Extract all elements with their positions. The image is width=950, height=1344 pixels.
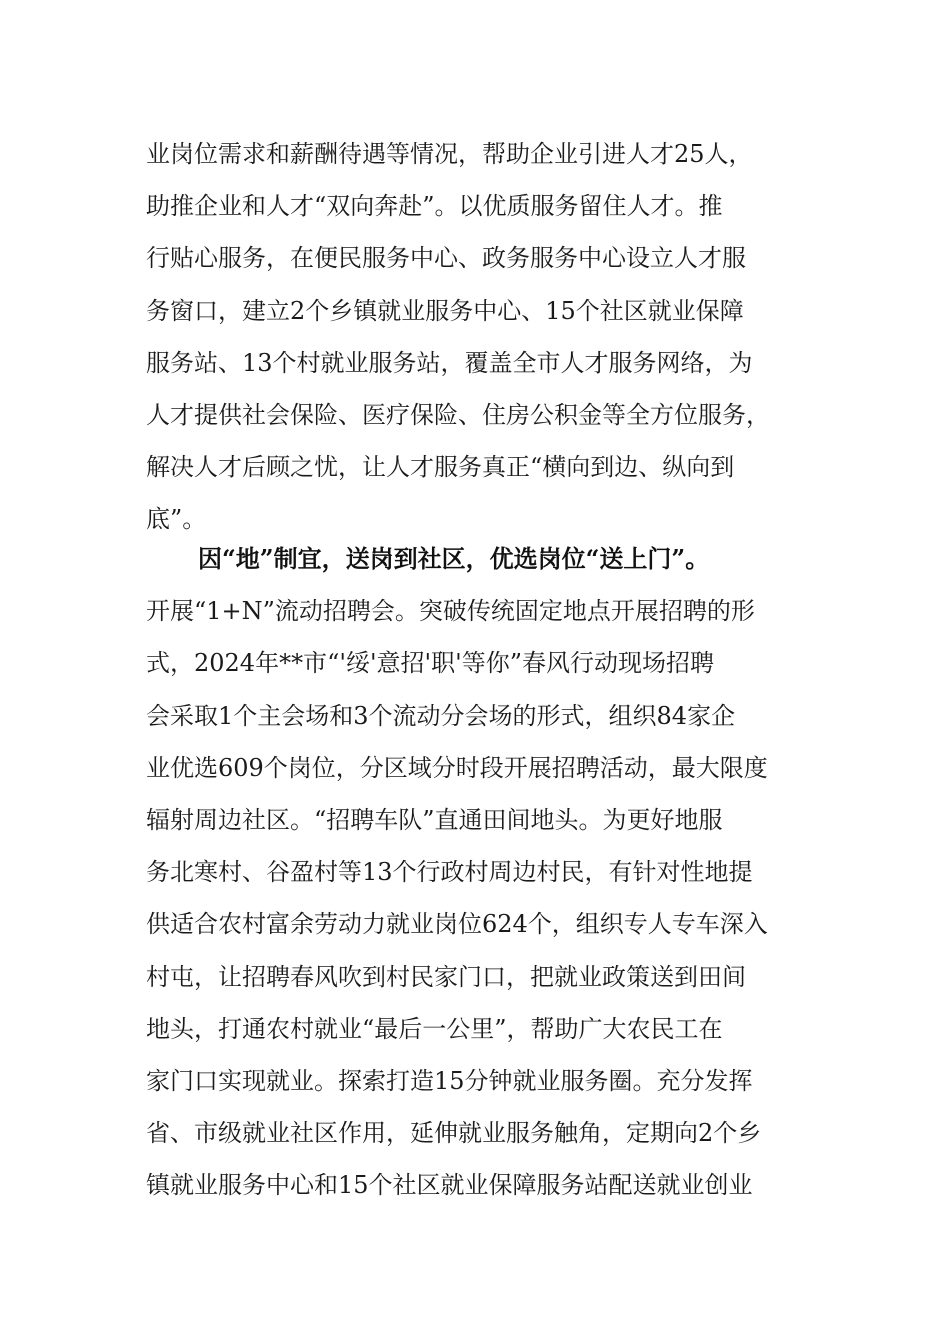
text-line: 式，2024年**市“'绥'意招'职'等你”春风行动现场招聘 <box>146 649 715 678</box>
text-line: 助推企业和人才“双向奔赴”。以优质服务留住人才。推 <box>146 192 723 221</box>
text-line: 供适合农村富余劳动力就业岗位624个，组织专人专车深入 <box>146 910 768 939</box>
text-line: 底”。 <box>146 505 207 534</box>
text-line: 开展“1+N”流动招聘会。突破传统固定地点开展招聘的形 <box>146 597 755 626</box>
text-line: 行贴心服务，在便民服务中心、政务服务中心设立人才服 <box>146 244 746 273</box>
text-line: 服务站、13个村就业服务站，覆盖全市人才服务网络，为 <box>146 348 753 377</box>
text-line: 省、市级就业社区作用，延伸就业服务触角，定期向2个乡 <box>146 1119 762 1148</box>
text-line: 镇就业服务中心和15个社区就业保障服务站配送就业创业 <box>146 1171 753 1200</box>
text-line: 务窗口，建立2个乡镇就业服务中心、15个社区就业保障 <box>146 296 744 325</box>
text-line: 家门口实现就业。探索打造15分钟就业服务圈。充分发挥 <box>146 1066 753 1095</box>
text-line: 会采取1个主会场和3个流动分会场的形式，组织84家企 <box>146 701 736 730</box>
text-line: 人才提供社会保险、医疗保险、住房公积金等全方位服务， <box>146 400 770 429</box>
text-line: 地头，打通农村就业“最后一公里”，帮助广大农民工在 <box>146 1014 723 1043</box>
text-line: 解决人才后顾之忧，让人才服务真正“横向到边、纵向到 <box>146 453 735 482</box>
text-line: 业岗位需求和薪酬待遇等情况，帮助企业引进人才25人， <box>146 140 753 168</box>
paragraph-community-jobs <box>146 533 806 1211</box>
text-line: 务北寒村、谷盈村等13个行政村周边村民，有针对性地提 <box>146 858 753 887</box>
text-line: 村屯，让招聘春风吹到村民家门口，把就业政策送到田间 <box>146 962 746 991</box>
section-heading: 因“地”制宜，送岗到社区，优选岗位“送上门”。 <box>198 544 710 573</box>
text-line: 辐射周边社区。“招聘车队”直通田间地头。为更好地服 <box>146 805 723 834</box>
text-line: 业优选609个岗位，分区域分时段开展招聘活动，最大限度 <box>146 753 768 782</box>
paragraph-talent-services <box>146 128 806 546</box>
